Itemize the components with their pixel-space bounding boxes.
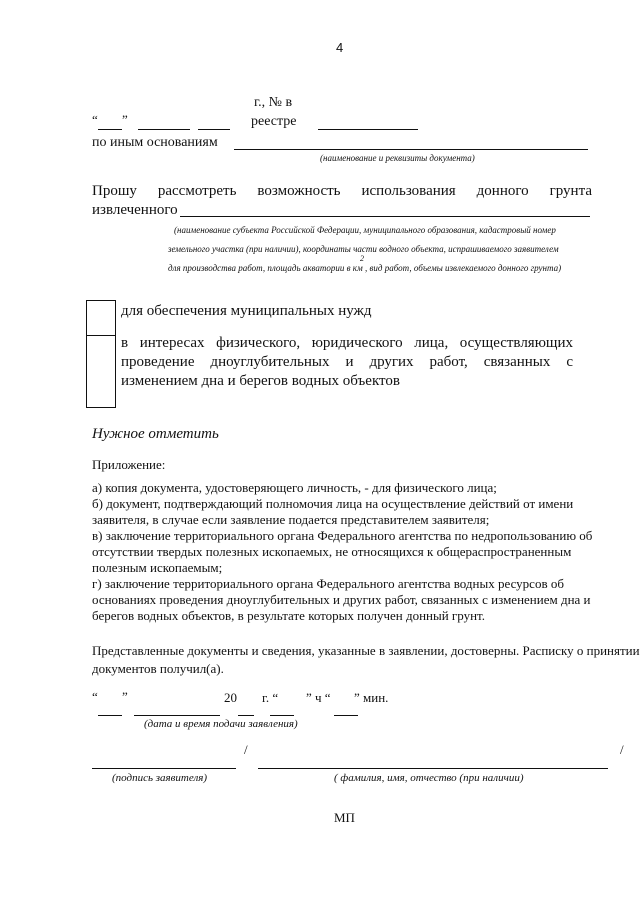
- century-label: 20: [224, 690, 237, 705]
- request-word-6: грунта: [549, 183, 592, 199]
- registry-number-blank[interactable]: [318, 129, 418, 130]
- attachment-b-line-1: б) документ, подтверждающий полномочия лица на осуществление действий от имени: [92, 496, 574, 511]
- request-word-2: рассмотреть: [157, 183, 237, 199]
- request-caption-3: для производства работ, площадь акватории в км , вид работ, объемы извлекаемого донного грунта): [168, 263, 562, 273]
- request-caption-1: (наименование субъекта Российской Федерации, муниципального образования, кадастровый номер: [174, 225, 556, 235]
- option-interests-line-2: проведение дноуглубительных и других работ, связанных с: [121, 354, 573, 370]
- interests-checkbox[interactable]: [86, 335, 116, 408]
- signature-slash-right: /: [620, 742, 624, 757]
- request-line-1: [92, 183, 592, 200]
- hours-label: ” ч “: [306, 690, 331, 705]
- request-word-4: использования: [361, 183, 456, 199]
- grounds-document-blank[interactable]: [234, 149, 588, 150]
- municipal-checkbox[interactable]: [86, 300, 116, 337]
- other-grounds-label: по иным основаниям: [92, 135, 218, 150]
- signature-slash-left: /: [244, 742, 248, 757]
- attachment-d-line-1: г) заключение территориального органа Федерального агентства водных ресурсов об: [92, 576, 564, 591]
- attachment-d-line-3: берегов водных объектов, в результате которых получен донный грунт.: [92, 608, 485, 623]
- soil-description-blank[interactable]: [180, 216, 590, 217]
- request-caption-2: земельного участка (при наличии), координаты части водного объекта, испрашиваемого заявителем: [168, 244, 559, 254]
- registry-label: реестре: [251, 114, 297, 129]
- attachment-c-line-2: отсутствии твердых полезных ископаемых, не относящихся к общераспространенным: [92, 544, 572, 559]
- full-name-caption: ( фамилия, имя, отчество (при наличии): [334, 772, 524, 784]
- full-name-blank[interactable]: [258, 768, 608, 769]
- mark-required-note: Нужное отметить: [92, 426, 219, 442]
- minutes-label: ” мин.: [354, 690, 389, 705]
- option-interests-line-3: изменением дна и берегов водных объектов: [121, 373, 400, 389]
- stamp-label: МП: [334, 810, 355, 825]
- submit-month-blank[interactable]: [134, 715, 220, 716]
- signature-caption: (подпись заявителя): [112, 772, 208, 784]
- year-blank[interactable]: [198, 129, 230, 130]
- submit-hours-blank[interactable]: [270, 715, 294, 716]
- attachments-title: Приложение:: [92, 457, 166, 472]
- quote-open: “: [92, 112, 98, 127]
- attachment-b-line-2: заявителя, в случае если заявление подается представителем заявителя;: [92, 512, 490, 527]
- month-blank[interactable]: [138, 129, 190, 130]
- attachment-d-line-2: основаниях проведения дноуглубительных и других работ, связанных с изменением дна и: [92, 592, 591, 607]
- attachment-c-line-1: в) заключение территориального органа Федерального агентства по недропользованию об: [92, 528, 593, 543]
- submit-day-blank[interactable]: [98, 715, 122, 716]
- attachment-a: а) копия документа, удостоверяющего личность, - для физического лица;: [92, 480, 497, 495]
- day-blank[interactable]: [98, 129, 122, 130]
- signature-blank[interactable]: [92, 768, 236, 769]
- km-superscript: 2: [360, 254, 364, 263]
- submit-year-blank[interactable]: [238, 715, 254, 716]
- quote-close: ”: [122, 112, 128, 127]
- attachment-c-line-3: полезным ископаемым;: [92, 560, 223, 575]
- date-quote-open: “: [92, 689, 98, 704]
- confirmation-line-2: документов получил(а).: [92, 661, 224, 676]
- grounds-caption: (наименование и реквизиты документа): [320, 153, 475, 163]
- date-quote-close: ”: [122, 689, 128, 704]
- request-word-1: Прошу: [92, 183, 137, 199]
- request-line-2: извлеченного: [92, 202, 178, 218]
- request-word-5: донного: [476, 183, 529, 199]
- year-suffix-label: г. “: [262, 690, 279, 705]
- confirmation-line-1: Представленные документы и сведения, указанные в заявлении, достоверны. Расписку о принятии: [92, 643, 640, 658]
- submit-minutes-blank[interactable]: [334, 715, 358, 716]
- request-word-3: возможность: [257, 183, 341, 199]
- datetime-caption: (дата и время подачи заявления): [144, 718, 298, 730]
- option-interests-line-1: в интересах физического, юридического лица, осуществляющих: [121, 335, 573, 351]
- page-number: 4: [336, 40, 344, 55]
- year-number-label: г., № в: [254, 95, 293, 110]
- option-municipal: для обеспечения муниципальных нужд: [121, 303, 372, 319]
